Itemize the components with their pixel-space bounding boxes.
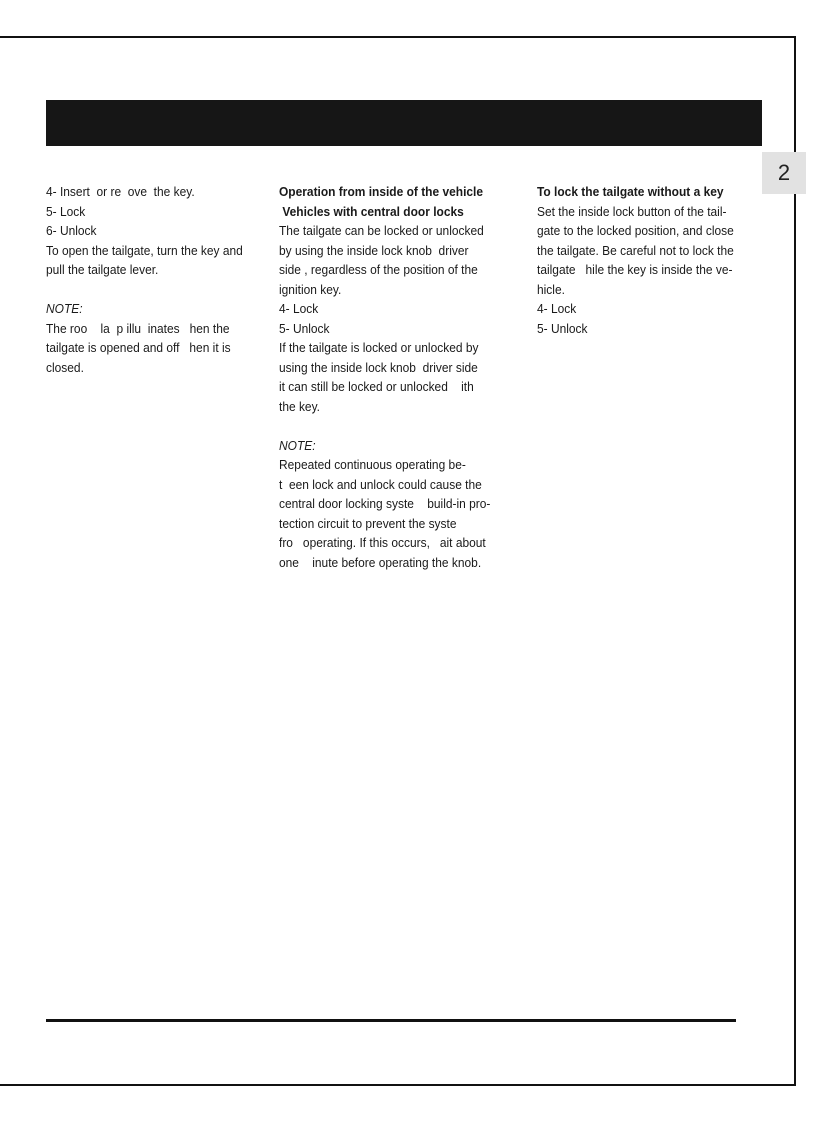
note-line: one inute before operating the knob. xyxy=(279,554,482,570)
paragraph-line: side , regardless of the position of the xyxy=(279,262,478,277)
section-subheading: Vehicles with central door locks xyxy=(279,203,464,219)
paragraph-line: it can still be locked or unlocked ith xyxy=(279,379,474,394)
paragraph-line: pull the tailgate lever. xyxy=(46,262,159,277)
paragraph-line: ignition key. xyxy=(279,281,342,297)
note-line: Repeated continuous operating be- xyxy=(279,457,466,472)
paragraph-line: the key. xyxy=(279,398,320,414)
paragraph-line: hicle. xyxy=(537,281,565,297)
paragraph-line: gate to the locked position, and close xyxy=(537,223,734,238)
paragraph-line: the tailgate. Be careful not to lock the xyxy=(537,242,734,258)
note-line: The roo la p illu inates hen the xyxy=(46,320,230,336)
paragraph-line: Set the inside lock button of the tail- xyxy=(537,203,727,219)
note-line: t een lock and unlock could cause the xyxy=(279,476,482,492)
column-right xyxy=(537,182,774,338)
list-item: 5- Unlock xyxy=(279,320,330,336)
paragraph-line: If the tailgate is locked or unlocked by xyxy=(279,340,479,355)
note-line: closed. xyxy=(46,359,84,375)
note-line: fro operating. If this occurs, ait about xyxy=(279,535,486,550)
list-item: 4- Lock xyxy=(537,301,577,316)
note-line: central door locking syste build-in pro- xyxy=(279,496,491,511)
column-left xyxy=(46,182,283,377)
section-header-bar xyxy=(46,100,762,146)
note-line: tailgate is opened and off hen it is xyxy=(46,340,231,355)
list-item: 4- Insert or re ove the key. xyxy=(46,184,195,199)
column-middle xyxy=(279,182,516,572)
section-heading: To lock the tailgate without a key xyxy=(537,184,724,199)
list-item: 5- Unlock xyxy=(537,320,588,336)
paragraph-line: by using the inside lock knob driver xyxy=(279,242,469,258)
note-line: tection circuit to prevent the syste xyxy=(279,515,457,531)
section-heading: Operation from inside of the vehicle xyxy=(279,184,484,199)
spacer xyxy=(279,416,516,436)
note-label: NOTE: xyxy=(279,437,316,453)
chapter-number: 2 xyxy=(777,160,791,185)
note-label: NOTE: xyxy=(46,301,83,316)
paragraph-line: using the inside lock knob driver side xyxy=(279,359,478,375)
list-item: 4- Lock xyxy=(279,301,319,316)
list-item: 5- Lock xyxy=(46,203,86,219)
paragraph-line: tailgate hile the key is inside the ve- xyxy=(537,262,733,277)
footer-rule xyxy=(46,1019,736,1022)
spacer xyxy=(46,280,283,300)
list-item: 6- Unlock xyxy=(46,223,97,238)
paragraph-line: The tailgate can be locked or unlocked xyxy=(279,223,484,238)
paragraph-line: To open the tailgate, turn the key and xyxy=(46,242,243,258)
